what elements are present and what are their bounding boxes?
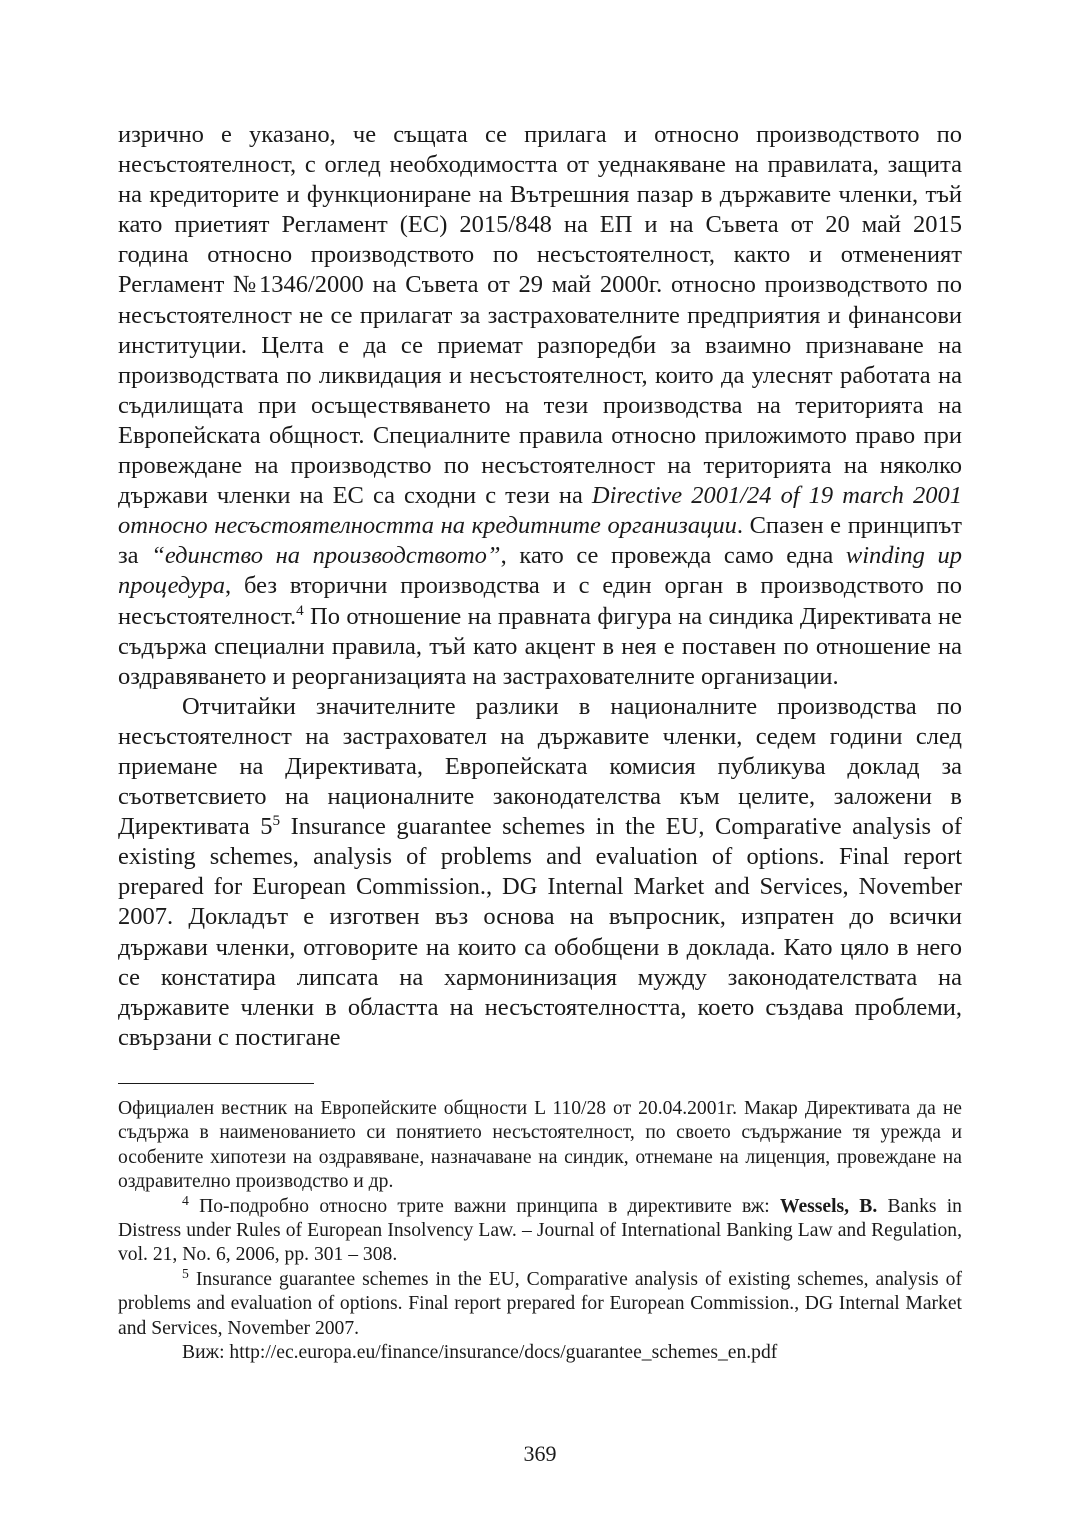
paragraph-1 <box>118 120 962 692</box>
page-number: 369 <box>523 1441 557 1466</box>
main-text <box>118 120 962 1053</box>
p1-text-2: . Спазен е принципът за <box>118 512 962 570</box>
paragraph-2 <box>118 692 962 1053</box>
footnote-5-number: 5 <box>182 1265 189 1281</box>
footnote-continuation: Официален вестник на Европейските общности L 110/28 от 20.04.2001г. Макар Директивата да не съдържа в наименованието си понятието несъстоятелност, по своето съдържание тя урежда и особените хипотези на оздравяване, назначаване на синдик, отнемане на лиценция, провеждане на оздравително производство и др. <box>118 1098 962 1193</box>
footnotes <box>118 1097 962 1365</box>
p1-text-1: изрично е указано, че същата се прилага и относно производството по несъстоятелност, с оглед необходимостта от уеднакяване на правилата, защита на кредиторите и функциониране на Вътрешния пазар в държавите членки, тъй като приетият Регламент (ЕС) 2015/848 на ЕП и на Съвета от 20 май 2015 година относно производството по несъстоятелност, както и отмененият Регламент №1346/2000 на Съвета от 29 май 2000г. относно производството по несъстоятелност не се прилагат за застрахователните предприятия и финансови институции. Целта е да се приемат разпоредби за взаимно признаване на производствата по ликвидация и несъстоятелност, които да улеснят работата на съдилищата при осъществяването на тези производства на територията на Европейската общност. Специалните правила относно приложимото право при провеждане на производство по несъстоятелност на територията на няколко държави членки на ЕС са сходни с тези на <box>118 121 962 510</box>
footnote-4 <box>118 1192 962 1268</box>
p1-text-4: , без вторични производства и с един орган в производството по несъстоятелност. <box>118 572 962 630</box>
p2-text-2: Insurance guarantee schemes in the EU, Comparative analysis of existing schemes, analysis of problems and evaluation of options. Final report prepared for European Commission., DG Internal Market and Services, November 2007. Докладът е изготвен въз основа на въпросник, изпратен до всички държави членки, отговорите на които са обобщени в доклада. Като цяло в него се констатира липсата на хармонинизация мужду законодателствата на държавите членки в областта на несъстоятелността, което създава проблеми, свързани с постигане <box>118 813 962 1051</box>
footnote-4-text-1: По-подробно относно трите важни принципа в директивите вж: <box>188 1195 780 1217</box>
footnote-separator <box>118 1083 314 1084</box>
p1-italic-unity: “единство на производството” <box>151 542 501 570</box>
footnote-5-text: Insurance guarantee schemes in the EU, Comparative analysis of existing schemes, analysis of problems and evaluation of options. Final report prepared for European Commission., DG Internal Market and Services, November 2007. <box>118 1268 962 1339</box>
p2-text-1: Отчитайки значителните разлики в националните производства по несъстоятелност на застраховател на държавите членки, седем години след приемане на Директивата, Европейската комисия публикува доклад за съответсвието на националните законодателства към целите, заложени в Директивата 5 <box>118 692 962 841</box>
footnote-4-number: 4 <box>182 1192 189 1208</box>
p1-text-5: По отношение на правната фигура на синдика Директивата не съдържа специални правила, тъй като акцент в нея е поставен по отношение на оздравяването и реорганизацията на застрахователните организации. <box>118 602 962 690</box>
footnote-5-link: Виж: http://ec.europa.eu/finance/insurance/docs/guarantee_schemes_en.pdf <box>182 1342 778 1364</box>
footnote-5 <box>118 1265 962 1341</box>
footnote-4-text-2: Banks in Distress under Rules of European Insolvency Law. – Journal of International Banking Law and Regulation, vol. 21, No. 6, 2006, pp. 301 – 308. <box>118 1195 962 1266</box>
footnote-4-author: Wessels, B. <box>779 1195 878 1217</box>
p1-italic-directive: Directive 2001/24 of 19 march 2001 относно несъстоятелността на кредитните организации <box>118 482 962 540</box>
p1-text-3: , като се провежда само една <box>500 542 846 570</box>
p1-italic-winding-up: winding up процедура <box>118 542 962 600</box>
footnote-ref-4: 4 <box>296 601 304 619</box>
footnote-ref-5: 5 <box>272 812 281 830</box>
